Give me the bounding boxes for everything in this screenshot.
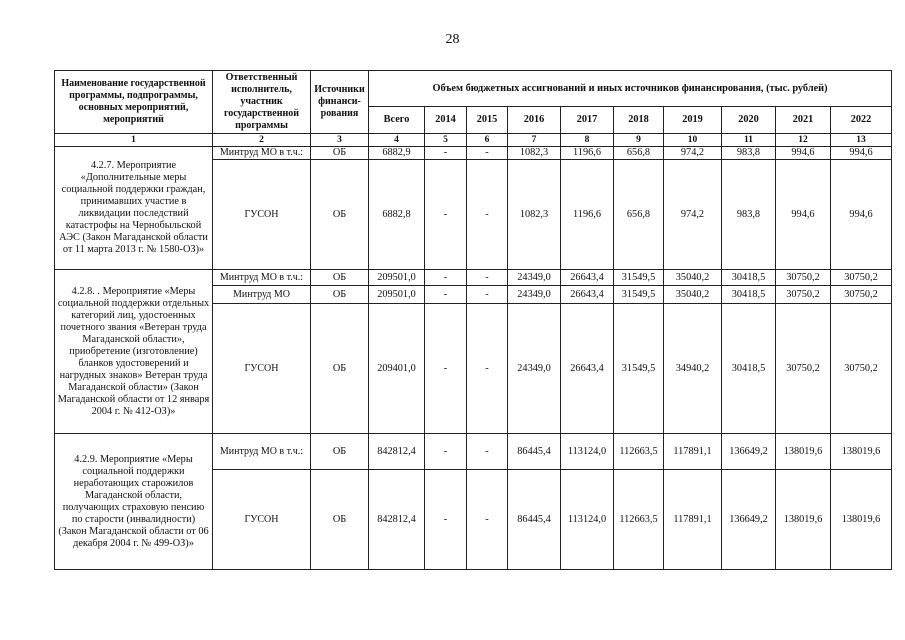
value-cell: 113124,0: [561, 434, 614, 470]
value-cell: 30750,2: [831, 304, 892, 434]
header-name: Наименование государственной программы, подпрограммы, основных мероприятий, мероприятий: [55, 71, 213, 134]
header-year: 2017: [561, 107, 614, 134]
value-cell: 113124,0: [561, 470, 614, 570]
value-cell: -: [467, 286, 508, 304]
value-cell: 31549,5: [614, 286, 664, 304]
col-index: 12: [776, 134, 831, 147]
value-cell: -: [467, 304, 508, 434]
header-year: 2014: [425, 107, 467, 134]
value-cell: 35040,2: [664, 270, 722, 286]
col-index: 5: [425, 134, 467, 147]
value-cell: 842812,4: [369, 434, 425, 470]
header-year: 2016: [508, 107, 561, 134]
value-cell: 656,8: [614, 147, 664, 160]
col-index: 1: [55, 134, 213, 147]
value-cell: -: [467, 147, 508, 160]
value-cell: 6882,8: [369, 160, 425, 270]
value-cell: 209501,0: [369, 270, 425, 286]
value-cell: 35040,2: [664, 286, 722, 304]
value-cell: 112663,5: [614, 470, 664, 570]
executor-cell: Минтруд МО: [213, 286, 311, 304]
col-index: 6: [467, 134, 508, 147]
value-cell: -: [425, 470, 467, 570]
header-year: 2018: [614, 107, 664, 134]
value-cell: 1196,6: [561, 160, 614, 270]
value-cell: 24349,0: [508, 304, 561, 434]
value-cell: -: [425, 147, 467, 160]
value-cell: -: [467, 160, 508, 270]
value-cell: 138019,6: [831, 470, 892, 570]
header-executor: Ответственный исполнитель, участник государственной программы: [213, 71, 311, 134]
value-cell: 994,6: [776, 147, 831, 160]
source-cell: ОБ: [311, 470, 369, 570]
value-cell: 1196,6: [561, 147, 614, 160]
value-cell: 209401,0: [369, 304, 425, 434]
header-row: [55, 71, 892, 107]
activity-name: 4.2.9. Мероприятие «Меры социальной поддержки неработающих старожилов Магаданской области, получающих страховую пенсию по старости (инвалидности) (Закон Магаданской области от 06 декабря 2004 г. № 499-ОЗ)»: [55, 434, 213, 570]
value-cell: 31549,5: [614, 270, 664, 286]
page-number: 28: [445, 32, 460, 47]
col-index: 10: [664, 134, 722, 147]
value-cell: 6882,9: [369, 147, 425, 160]
value-cell: 209501,0: [369, 286, 425, 304]
col-index: 8: [561, 134, 614, 147]
activity-name: 4.2.8. . Мероприятие «Меры социальной поддержки отдельных категорий лиц, удостоенных почетного звания «Ветеран труда Магаданской области», приобретение (изготовление) бланков удостоверений и нагрудных знаков» Ветеран труда Магаданской области» (Закон Магаданской области от 12 января 2004 г. № 412-ОЗ)»: [55, 270, 213, 434]
value-cell: 30750,2: [776, 304, 831, 434]
value-cell: 994,6: [831, 147, 892, 160]
source-cell: ОБ: [311, 434, 369, 470]
header-year: 2019: [664, 107, 722, 134]
value-cell: 136649,2: [722, 470, 776, 570]
value-cell: 138019,6: [831, 434, 892, 470]
value-cell: -: [425, 434, 467, 470]
executor-cell: ГУСОН: [213, 470, 311, 570]
value-cell: 842812,4: [369, 470, 425, 570]
value-cell: 983,8: [722, 147, 776, 160]
value-cell: 30418,5: [722, 286, 776, 304]
executor-cell: Минтруд МО в т.ч.:: [213, 147, 311, 160]
executor-cell: ГУСОН: [213, 160, 311, 270]
value-cell: 656,8: [614, 160, 664, 270]
value-cell: 26643,4: [561, 304, 614, 434]
value-cell: 1082,3: [508, 147, 561, 160]
value-cell: 983,8: [722, 160, 776, 270]
value-cell: -: [425, 270, 467, 286]
value-cell: 24349,0: [508, 270, 561, 286]
header-volume: Объем бюджетных ассигнований и иных источников финансирования, (тыс. рублей): [369, 71, 892, 107]
col-index: 7: [508, 134, 561, 147]
col-index: 4: [369, 134, 425, 147]
value-cell: 117891,1: [664, 470, 722, 570]
value-cell: 138019,6: [776, 434, 831, 470]
value-cell: 117891,1: [664, 434, 722, 470]
value-cell: 26643,4: [561, 270, 614, 286]
source-cell: ОБ: [311, 270, 369, 286]
value-cell: 30418,5: [722, 270, 776, 286]
value-cell: 994,6: [831, 160, 892, 270]
source-cell: ОБ: [311, 147, 369, 160]
value-cell: 112663,5: [614, 434, 664, 470]
executor-cell: Минтруд МО в т.ч.:: [213, 434, 311, 470]
col-index: 3: [311, 134, 369, 147]
col-index: 2: [213, 134, 311, 147]
value-cell: 30750,2: [776, 286, 831, 304]
value-cell: 24349,0: [508, 286, 561, 304]
value-cell: 974,2: [664, 160, 722, 270]
value-cell: -: [425, 304, 467, 434]
value-cell: 974,2: [664, 147, 722, 160]
header-year: 2021: [776, 107, 831, 134]
value-cell: 30418,5: [722, 304, 776, 434]
col-index: 9: [614, 134, 664, 147]
executor-cell: ГУСОН: [213, 304, 311, 434]
table-row: [55, 434, 892, 470]
value-cell: 30750,2: [831, 286, 892, 304]
value-cell: 1082,3: [508, 160, 561, 270]
value-cell: -: [425, 286, 467, 304]
source-cell: ОБ: [311, 160, 369, 270]
header-year: 2015: [467, 107, 508, 134]
col-index: 13: [831, 134, 892, 147]
value-cell: 30750,2: [776, 270, 831, 286]
header-year: 2020: [722, 107, 776, 134]
column-index-row: [55, 134, 892, 147]
value-cell: 34940,2: [664, 304, 722, 434]
value-cell: 26643,4: [561, 286, 614, 304]
table-row: [55, 270, 892, 286]
value-cell: 136649,2: [722, 434, 776, 470]
budget-table: [54, 70, 892, 570]
value-cell: 138019,6: [776, 470, 831, 570]
value-cell: 86445,4: [508, 434, 561, 470]
source-cell: ОБ: [311, 304, 369, 434]
executor-cell: Минтруд МО в т.ч.:: [213, 270, 311, 286]
activity-name: 4.2.7. Мероприятие «Дополнительные меры социальной поддержки граждан, принимавших участие в ликвидации последствий катастрофы на Чернобыльской АЭС (Закон Магаданской области от 11 марта 2013 г. № 1580-ОЗ)»: [55, 147, 213, 270]
table-row: [55, 147, 892, 160]
value-cell: -: [425, 160, 467, 270]
header-year: 2022: [831, 107, 892, 134]
value-cell: -: [467, 270, 508, 286]
value-cell: 31549,5: [614, 304, 664, 434]
value-cell: 30750,2: [831, 270, 892, 286]
header-total: Всего: [369, 107, 425, 134]
header-source: Источники финанси-рования: [311, 71, 369, 134]
source-cell: ОБ: [311, 286, 369, 304]
value-cell: -: [467, 434, 508, 470]
value-cell: 994,6: [776, 160, 831, 270]
value-cell: -: [467, 470, 508, 570]
value-cell: 86445,4: [508, 470, 561, 570]
col-index: 11: [722, 134, 776, 147]
